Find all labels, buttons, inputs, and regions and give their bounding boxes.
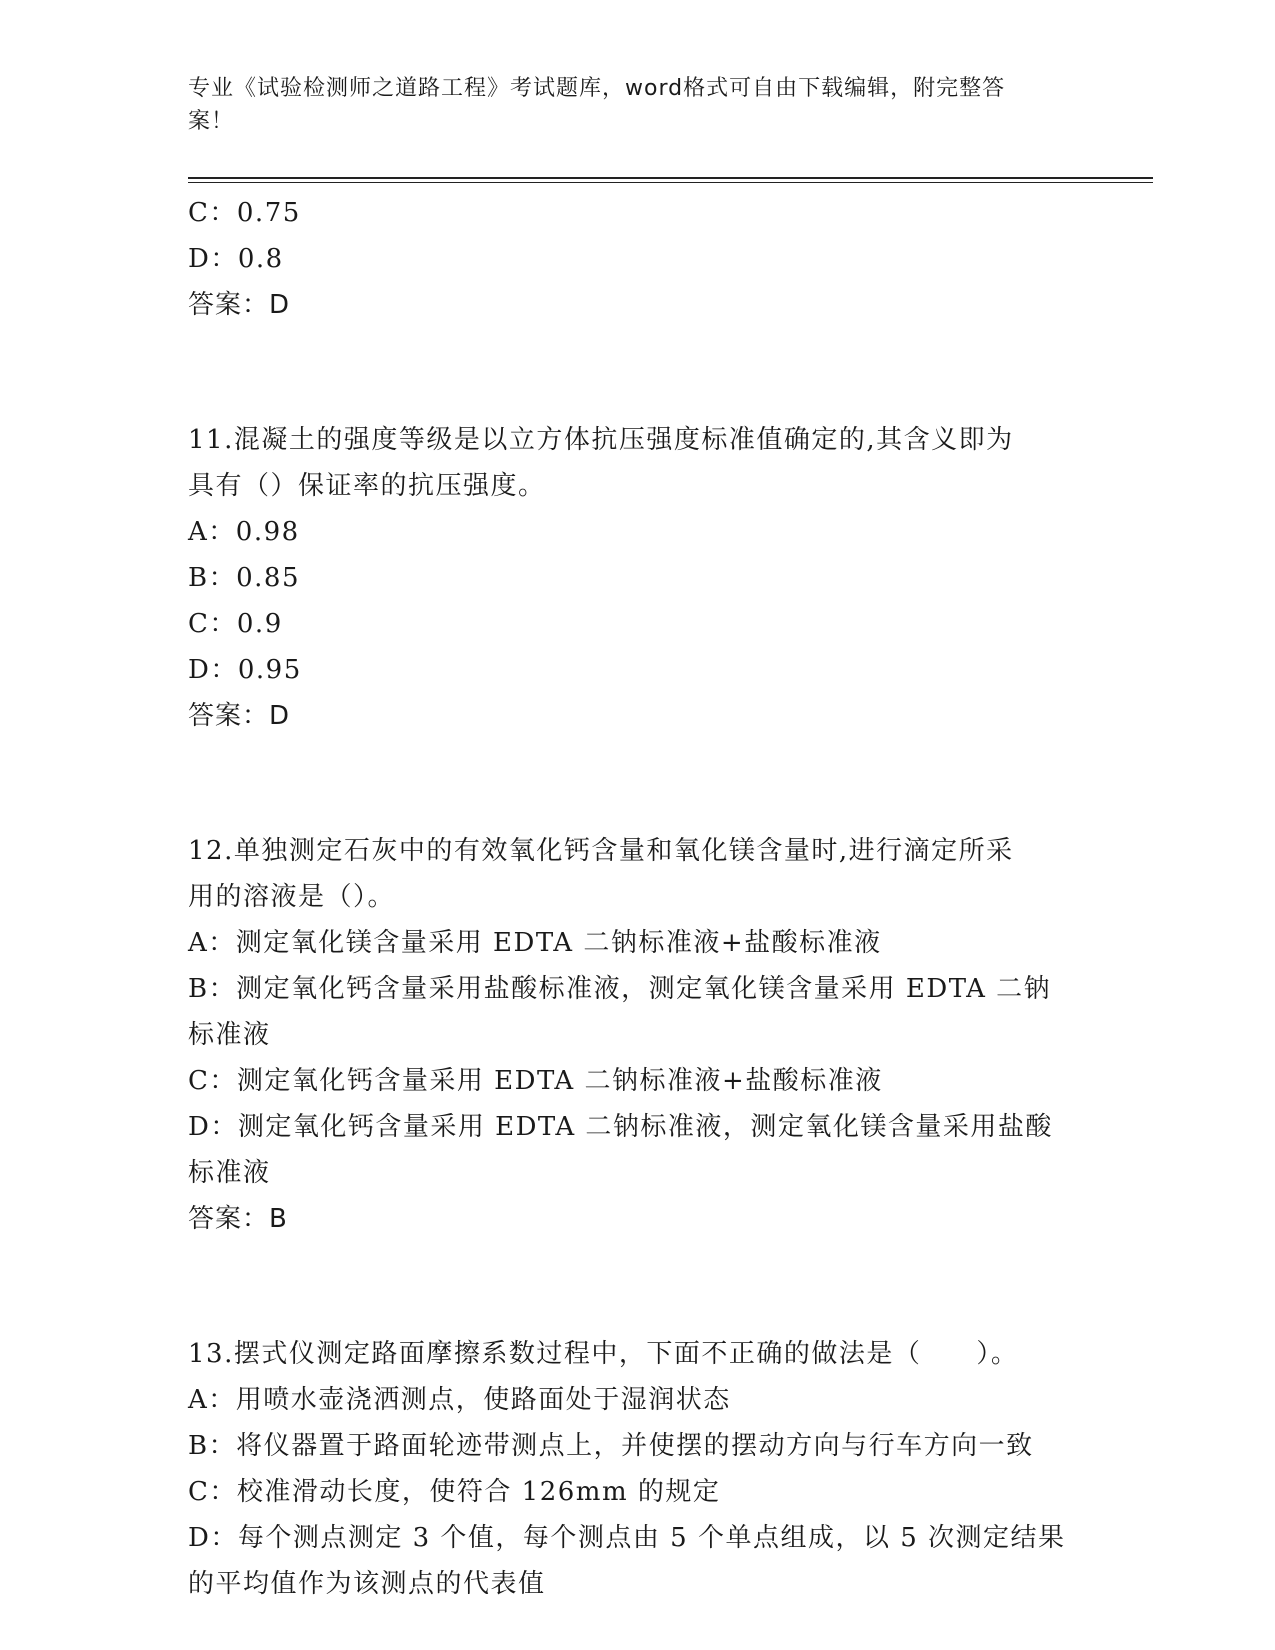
option-line: A：用喷水壶浇洒测点，使路面处于湿润状态: [188, 1385, 731, 1415]
answer-line: 答案：D: [188, 290, 291, 320]
header-title-line-2: 案！: [188, 109, 235, 134]
header-divider-thin: [188, 182, 1153, 183]
option-line: D：0.8: [188, 244, 284, 274]
question-stem-line: 11.混凝土的强度等级是以立方体抗压强度标准值确定的,其含义即为: [188, 425, 1014, 455]
option-line: A：测定氧化镁含量采用 EDTA 二钠标准液+盐酸标准液: [188, 928, 882, 958]
header-title-line-1: 专业《试验检测师之道路工程》考试题库，word格式可自由下载编辑，附完整答: [188, 76, 1006, 101]
question-stem-line: 12.单独测定石灰中的有效氧化钙含量和氧化镁含量时,进行滴定所采: [188, 836, 1014, 866]
header-divider-thick: [188, 177, 1153, 179]
answer-line: 答案：D: [188, 701, 291, 731]
option-line: B：0.85: [188, 563, 300, 593]
option-line: D：测定氧化钙含量采用 EDTA 二钠标准液，测定氧化镁含量采用盐酸: [188, 1112, 1053, 1142]
question-content: [188, 190, 1088, 1607]
option-line: 标准液: [188, 1158, 271, 1188]
spacer: [188, 739, 1088, 828]
question-stem-line: 用的溶液是（）。: [188, 882, 396, 912]
question-stem-line: 具有（）保证率的抗压强度。: [188, 471, 546, 501]
page-header: [188, 72, 1068, 138]
question-13: [188, 1331, 1088, 1607]
continued-question: [188, 190, 1088, 328]
option-line: A：0.98: [188, 517, 300, 547]
question-stem-line: 13.摆式仪测定路面摩擦系数过程中，下面不正确的做法是（ ）。: [188, 1339, 1019, 1369]
option-line: D：0.95: [188, 655, 302, 685]
question-12: [188, 828, 1088, 1242]
spacer: [188, 328, 1088, 417]
option-line: 的平均值作为该测点的代表值: [188, 1569, 546, 1599]
option-line: B：测定氧化钙含量采用盐酸标准液，测定氧化镁含量采用 EDTA 二钠: [188, 974, 1052, 1004]
option-line: B：将仪器置于路面轮迹带测点上，并使摆的摆动方向与行车方向一致: [188, 1431, 1034, 1461]
option-line: C：0.9: [188, 609, 283, 639]
question-11: [188, 417, 1088, 739]
answer-line: 答案：B: [188, 1204, 288, 1234]
option-line: D：每个测点测定 3 个值，每个测点由 5 个单点组成，以 5 次测定结果: [188, 1523, 1066, 1553]
option-line: C：0.75: [188, 198, 301, 228]
option-line: 标准液: [188, 1020, 271, 1050]
option-line: C：测定氧化钙含量采用 EDTA 二钠标准液+盐酸标准液: [188, 1066, 883, 1096]
spacer: [188, 1242, 1088, 1331]
option-line: C：校准滑动长度，使符合 126mm 的规定: [188, 1477, 721, 1507]
